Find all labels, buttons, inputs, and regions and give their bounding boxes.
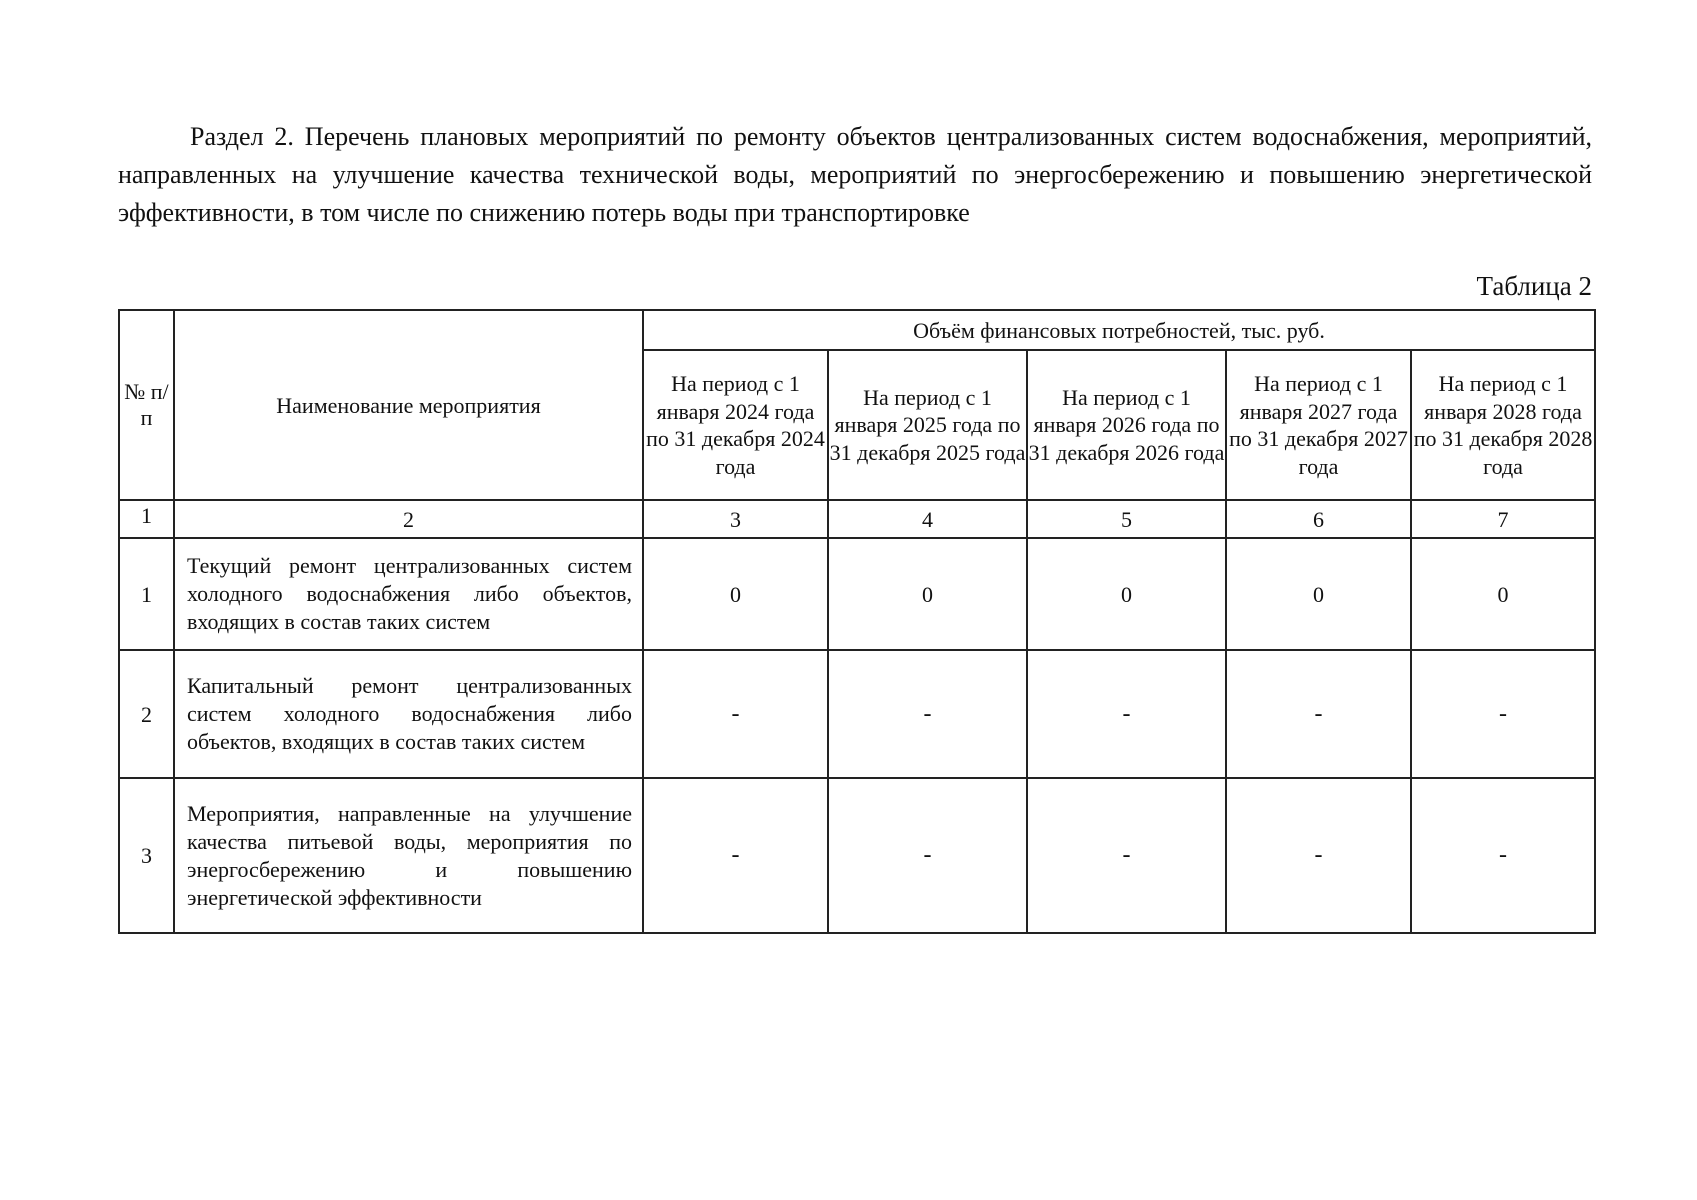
column-number: 6 — [1226, 500, 1411, 538]
row-number: 1 — [119, 538, 174, 650]
value-cell: 0 — [643, 538, 828, 650]
header-event-name: Наименование мероприятия — [174, 310, 643, 500]
column-number: 2 — [174, 500, 643, 538]
event-name: Мероприятия, направленные на улучшение качества питьевой воды, мероприятия по энергосбережению и повышению энергетической эффективности — [174, 778, 643, 933]
column-number: 4 — [828, 500, 1027, 538]
table-row — [119, 650, 1595, 778]
section-heading: Раздел 2. Перечень плановых мероприятий по ремонту объектов централизованных систем водоснабжения, мероприятий, направленных на улучшение качества технической воды, мероприятий по энергосбережению и повышению энергетической эффективности, в том числе по снижению потерь воды при транспортировке — [118, 122, 1592, 227]
row-number: 3 — [119, 778, 174, 933]
header-financial-group: Объём финансовых потребностей, тыс. руб. — [643, 310, 1595, 350]
value-cell: - — [828, 778, 1027, 933]
value-cell: 0 — [1411, 538, 1595, 650]
value-cell: 0 — [828, 538, 1027, 650]
header-no: № п/п — [119, 310, 174, 500]
header-period-2027: На период с 1 января 2027 года по 31 декабря 2027 года — [1226, 350, 1411, 500]
value-cell: 0 — [1226, 538, 1411, 650]
value-cell: - — [1027, 650, 1226, 778]
column-number: 1 — [119, 500, 174, 538]
header-period-2028: На период с 1 января 2028 года по 31 декабря 2028 года — [1411, 350, 1595, 500]
financial-needs-table — [118, 309, 1596, 934]
header-period-2024: На период с 1 января 2024 года по 31 декабря 2024 года — [643, 350, 828, 500]
row-number: 2 — [119, 650, 174, 778]
event-name: Капитальный ремонт централизованных систем холодного водоснабжения либо объектов, входящих в состав таких систем — [174, 650, 643, 778]
header-row-group — [119, 310, 1595, 350]
header-period-2026: На период с 1 января 2026 года по 31 декабря 2026 года — [1027, 350, 1226, 500]
table-row — [119, 778, 1595, 933]
event-name: Текущий ремонт централизованных систем холодного водоснабжения либо объектов, входящих в состав таких систем — [174, 538, 643, 650]
value-cell: - — [1027, 778, 1226, 933]
column-number: 3 — [643, 500, 828, 538]
value-cell: 0 — [1027, 538, 1226, 650]
value-cell: - — [643, 778, 828, 933]
value-cell: - — [828, 650, 1027, 778]
column-number-row — [119, 500, 1595, 538]
value-cell: - — [1411, 650, 1595, 778]
header-period-2025: На период с 1 января 2025 года по 31 декабря 2025 года — [828, 350, 1027, 500]
column-number: 5 — [1027, 500, 1226, 538]
table-row — [119, 538, 1595, 650]
table-caption: Таблица 2 — [1476, 271, 1592, 301]
value-cell: - — [1226, 650, 1411, 778]
value-cell: - — [1411, 778, 1595, 933]
value-cell: - — [1226, 778, 1411, 933]
column-number: 7 — [1411, 500, 1595, 538]
value-cell: - — [643, 650, 828, 778]
